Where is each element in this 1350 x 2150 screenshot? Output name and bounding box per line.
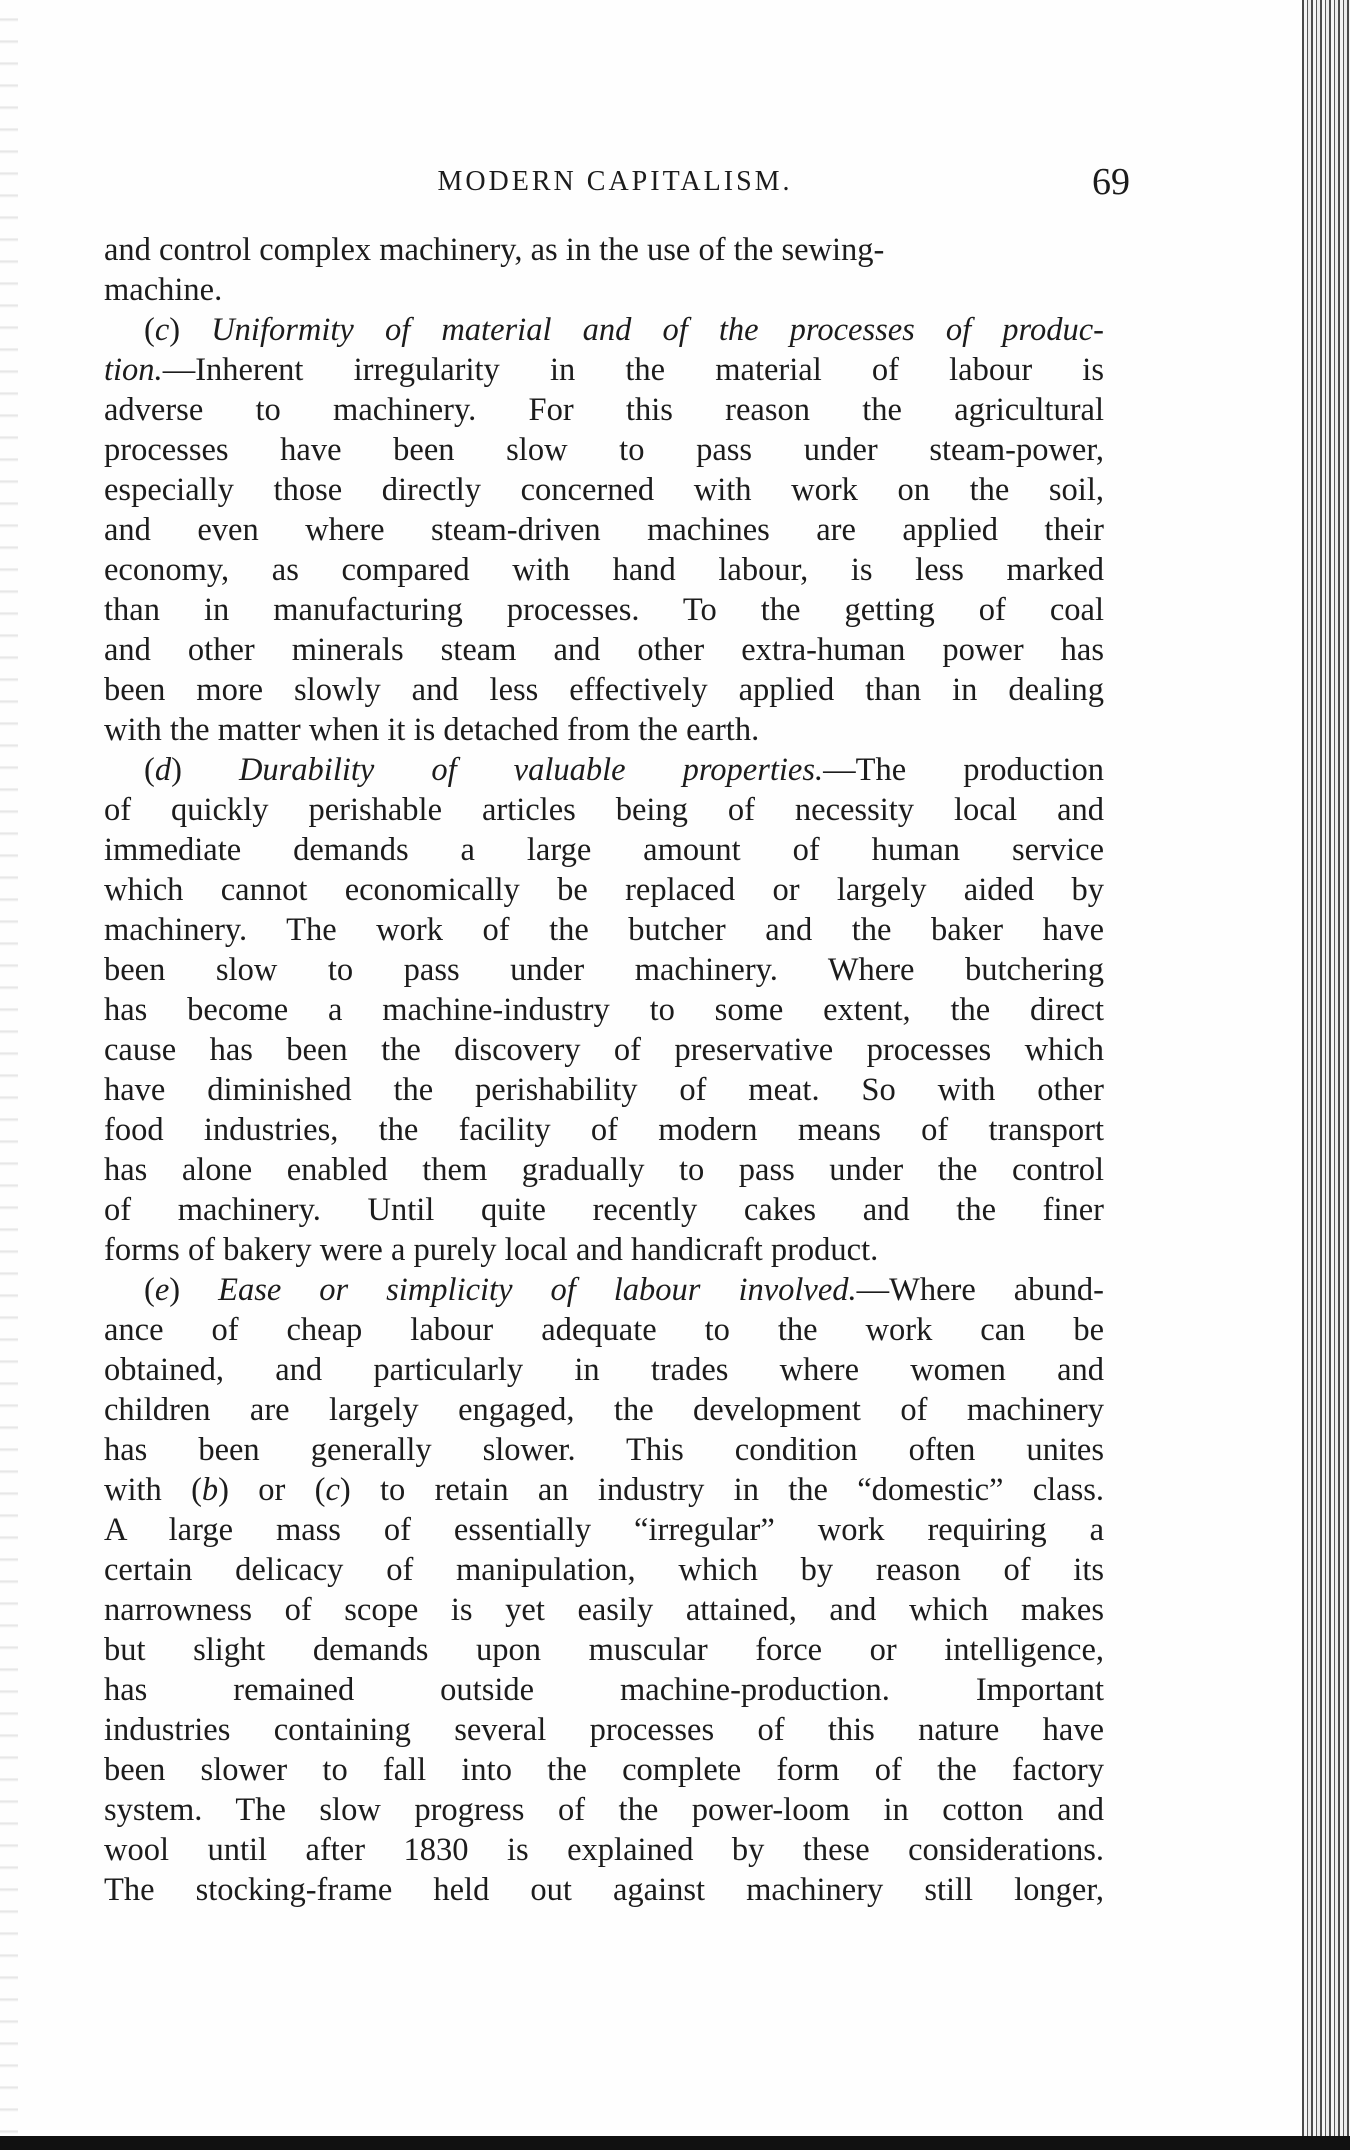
text-run: ) <box>171 752 239 788</box>
text-run: —Inherent irregularity in the material of labour is <box>162 352 1104 388</box>
text-line <box>104 550 1104 590</box>
text-line <box>104 1230 1104 1270</box>
text-run: and control complex machinery, as in the use of the sewing- <box>104 232 885 268</box>
text-line <box>104 590 1104 630</box>
text-line <box>104 1030 1104 1070</box>
text-run: been more slowly and less effectively applied than in dealing <box>104 672 1104 708</box>
text-line <box>104 830 1104 870</box>
text-line <box>104 1870 1104 1910</box>
text-line <box>104 1750 1104 1790</box>
text-line <box>104 1350 1104 1390</box>
text-line <box>104 1110 1104 1150</box>
italic-text: d <box>154 752 172 788</box>
text-line <box>104 750 1104 790</box>
text-run: machinery. The work of the butcher and the baker have <box>104 912 1104 948</box>
text-line <box>104 1310 1104 1350</box>
text-run: industries containing several processes of this nature have <box>104 1712 1104 1748</box>
italic-text: tion. <box>104 352 163 388</box>
text-run: processes have been slow to pass under steam-power, <box>104 432 1104 468</box>
text-line <box>104 670 1104 710</box>
italic-text: Durability of valuable properties. <box>238 752 824 788</box>
italic-text: c <box>154 312 170 348</box>
text-run: food industries, the facility of modern means of transport <box>104 1112 1104 1148</box>
italic-text: Uniformity of material and of the processes of produc- <box>211 312 1104 348</box>
text-run: narrowness of scope is yet easily attained, and which makes <box>104 1592 1104 1628</box>
text-line <box>104 1670 1104 1710</box>
text-run: been slow to pass under machinery. Where butchering <box>104 952 1104 988</box>
text-run: ) to retain an industry in the “domestic” class. <box>339 1472 1105 1508</box>
page-number: 69 <box>1092 161 1130 203</box>
text-run: and other minerals steam and other extra-human power has <box>104 632 1104 668</box>
text-line <box>104 950 1104 990</box>
text-line <box>104 910 1104 950</box>
scan-bottom-edge <box>0 2136 1350 2150</box>
text-line <box>104 990 1104 1030</box>
text-run: system. The slow progress of the power-loom in cotton and <box>104 1792 1104 1828</box>
text-run: The stocking-frame held out against machinery still longer, <box>104 1872 1104 1908</box>
text-run: obtained, and particularly in trades where women and <box>104 1352 1104 1388</box>
text-run: been slower to fall into the complete form of the factory <box>104 1752 1104 1788</box>
body-text <box>104 230 1104 1910</box>
italic-text: Ease or simplicity of labour involved. <box>218 1272 857 1308</box>
text-run: ( <box>144 752 155 788</box>
text-run: ) or ( <box>218 1472 326 1508</box>
text-line <box>104 1070 1104 1110</box>
text-line <box>104 1510 1104 1550</box>
text-line <box>104 710 1104 750</box>
text-line <box>104 510 1104 550</box>
text-run: ance of cheap labour adequate to the work can be <box>104 1312 1104 1348</box>
italic-text: c <box>325 1472 340 1508</box>
text-run: —The production <box>823 752 1104 788</box>
text-run: ( <box>144 1272 155 1308</box>
text-line <box>104 1590 1104 1630</box>
text-line <box>104 1150 1104 1190</box>
text-run: ) <box>169 1272 219 1308</box>
text-line <box>104 1470 1104 1510</box>
text-run: forms of bakery were a purely local and handicraft product. <box>104 1232 879 1268</box>
text-run: has alone enabled them gradually to pass under the control <box>104 1152 1104 1188</box>
text-line <box>104 630 1104 670</box>
text-run: and even where steam-driven machines are applied their <box>104 512 1104 548</box>
text-run: but slight demands upon muscular force or intelligence, <box>104 1632 1104 1668</box>
text-line <box>104 230 1104 270</box>
text-run: A large mass of essentially “irregular” work requiring a <box>104 1512 1104 1548</box>
text-line <box>104 1830 1104 1870</box>
text-run: which cannot economically be replaced or largely aided by <box>104 872 1104 908</box>
text-line <box>104 1550 1104 1590</box>
text-run: immediate demands a large amount of human service <box>104 832 1104 868</box>
text-line <box>104 310 1104 350</box>
text-line <box>104 270 1104 310</box>
text-run: with ( <box>104 1472 202 1508</box>
text-line <box>104 1270 1104 1310</box>
text-run: of machinery. Until quite recently cakes and the finer <box>104 1192 1104 1228</box>
running-head <box>100 160 1130 210</box>
text-line <box>104 790 1104 830</box>
text-run: economy, as compared with hand labour, is less marked <box>104 552 1104 588</box>
text-line <box>104 1790 1104 1830</box>
text-run: has remained outside machine-production. Important <box>104 1672 1104 1708</box>
text-run: children are largely engaged, the development of machinery <box>104 1392 1104 1428</box>
text-line <box>104 390 1104 430</box>
text-run: especially those directly concerned with work on the soil, <box>104 472 1104 508</box>
text-run: has become a machine-industry to some extent, the direct <box>104 992 1104 1028</box>
text-line <box>104 430 1104 470</box>
text-run: wool until after 1830 is explained by these considerations. <box>104 1832 1104 1868</box>
text-run: have diminished the perishability of meat. So with other <box>104 1072 1104 1108</box>
scan-left-edge <box>0 0 18 2150</box>
text-run: —Where abund- <box>856 1272 1104 1308</box>
text-run: certain delicacy of manipulation, which by reason of its <box>104 1552 1104 1588</box>
text-run: ) <box>169 312 212 348</box>
text-run: with the matter when it is detached from the earth. <box>104 712 760 748</box>
text-line <box>104 870 1104 910</box>
text-run: machine. <box>104 272 223 308</box>
text-run: of quickly perishable articles being of necessity local and <box>104 792 1104 828</box>
italic-text: b <box>201 1472 219 1508</box>
text-run: adverse to machinery. For this reason the agricultural <box>104 392 1104 428</box>
text-run: ( <box>144 312 155 348</box>
text-run: has been generally slower. This condition often unites <box>104 1432 1104 1468</box>
italic-text: e <box>154 1272 170 1308</box>
text-line <box>104 1710 1104 1750</box>
text-line <box>104 470 1104 510</box>
running-title: MODERN CAPITALISM. <box>437 166 793 197</box>
text-line <box>104 1190 1104 1230</box>
text-line <box>104 1630 1104 1670</box>
text-line <box>104 1430 1104 1470</box>
text-run: than in manufacturing processes. To the getting of coal <box>104 592 1104 628</box>
text-line <box>104 350 1104 390</box>
text-run: cause has been the discovery of preservative processes which <box>104 1032 1104 1068</box>
scan-binding-edge <box>1302 0 1350 2150</box>
text-line <box>104 1390 1104 1430</box>
